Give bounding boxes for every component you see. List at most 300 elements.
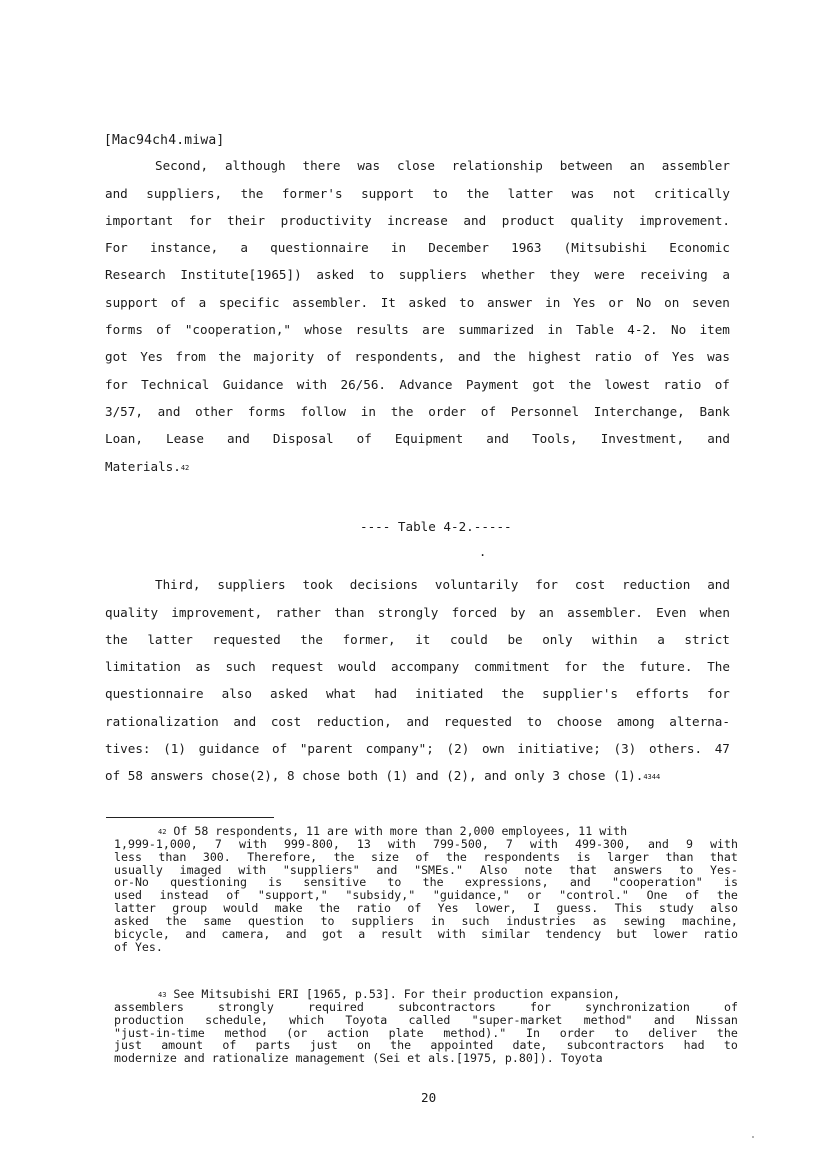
word: the bbox=[445, 849, 467, 864]
word: 9 bbox=[685, 836, 693, 851]
word: whose bbox=[304, 322, 343, 338]
word: also bbox=[710, 901, 738, 916]
word: bicycle, bbox=[114, 927, 170, 942]
word: decisions bbox=[349, 577, 419, 593]
word: to bbox=[459, 294, 475, 310]
footnote-43 bbox=[114, 988, 738, 1065]
word: No bbox=[636, 294, 652, 310]
word: and bbox=[486, 431, 509, 447]
stray-dot: . bbox=[479, 545, 487, 559]
word: improvement, bbox=[171, 604, 263, 620]
word: specific bbox=[218, 294, 280, 310]
paragraph-second bbox=[105, 146, 730, 474]
word: got bbox=[322, 927, 343, 942]
word: industries bbox=[506, 914, 576, 929]
word: I bbox=[533, 901, 541, 916]
word: 999-800, bbox=[283, 836, 340, 851]
word: former's bbox=[281, 185, 343, 201]
word: the bbox=[300, 631, 323, 647]
word: similar bbox=[481, 927, 530, 942]
word: voluntarily bbox=[434, 577, 519, 593]
text-line bbox=[105, 592, 730, 619]
word: got bbox=[532, 376, 556, 392]
word: to bbox=[320, 914, 335, 929]
word: although bbox=[224, 158, 286, 174]
word: with bbox=[437, 927, 466, 942]
word: in bbox=[547, 322, 563, 338]
word: and bbox=[569, 875, 591, 890]
word: support bbox=[361, 185, 415, 201]
word: to bbox=[432, 185, 448, 201]
word: as bbox=[195, 659, 211, 675]
word: Nissan bbox=[696, 1012, 738, 1027]
word: the bbox=[390, 403, 414, 419]
word: former, bbox=[342, 631, 396, 647]
word: request bbox=[270, 659, 324, 675]
word: what bbox=[325, 686, 357, 702]
text-line bbox=[105, 173, 730, 200]
word: requested bbox=[443, 713, 513, 729]
word: subcontractors bbox=[398, 999, 496, 1014]
word: of bbox=[724, 999, 738, 1014]
word: alterna- bbox=[669, 713, 730, 729]
word: with bbox=[529, 836, 558, 851]
word: for bbox=[529, 999, 551, 1014]
word: method)." bbox=[443, 1025, 507, 1040]
word: answers bbox=[613, 862, 663, 877]
word: ratio bbox=[356, 901, 392, 916]
word: for bbox=[105, 376, 128, 392]
word: whether bbox=[481, 267, 535, 283]
word: which bbox=[289, 1012, 325, 1027]
word: initiated bbox=[415, 686, 484, 702]
word: It bbox=[380, 294, 396, 310]
text-line bbox=[105, 201, 730, 228]
text-line bbox=[105, 446, 730, 473]
text-line bbox=[105, 419, 730, 446]
word: 7 bbox=[214, 836, 222, 851]
word: initiative; bbox=[517, 741, 601, 757]
word: Bank bbox=[699, 403, 730, 419]
word: and bbox=[463, 212, 487, 228]
word: for bbox=[707, 686, 730, 702]
word: improvement. bbox=[639, 212, 730, 228]
word: and bbox=[707, 431, 730, 447]
word: than bbox=[158, 849, 187, 864]
word: assemblers bbox=[114, 999, 184, 1014]
word: and bbox=[105, 185, 128, 201]
text-line bbox=[105, 565, 730, 592]
word: and bbox=[376, 862, 398, 877]
word: a bbox=[657, 631, 665, 647]
word: to bbox=[368, 267, 385, 283]
text-line bbox=[105, 756, 730, 783]
word: sewing bbox=[623, 914, 666, 929]
word: just bbox=[114, 1038, 142, 1053]
word: sensitive bbox=[303, 875, 367, 890]
word: but bbox=[616, 927, 638, 942]
text-line bbox=[105, 392, 730, 419]
word: to bbox=[526, 713, 542, 729]
word: 3/57, bbox=[105, 403, 143, 419]
word: to bbox=[387, 875, 402, 890]
word: had bbox=[683, 1038, 705, 1053]
word: of bbox=[644, 349, 660, 365]
word: requested bbox=[212, 631, 281, 647]
word: reduction bbox=[622, 577, 691, 593]
word: Yes bbox=[573, 294, 596, 310]
word: in bbox=[360, 403, 376, 419]
word: the bbox=[422, 875, 444, 890]
word: synchronization bbox=[585, 999, 690, 1014]
word: note bbox=[524, 862, 553, 877]
word: only bbox=[542, 631, 573, 647]
word: of bbox=[480, 403, 497, 419]
word: "parent bbox=[299, 741, 353, 757]
word: was bbox=[571, 185, 595, 201]
word: strongly bbox=[377, 604, 439, 620]
word: of bbox=[271, 741, 288, 757]
word: "suppliers" bbox=[282, 862, 360, 877]
word: product bbox=[501, 212, 555, 228]
word: suppliers bbox=[398, 267, 468, 283]
word: an bbox=[629, 158, 645, 174]
word: latter bbox=[507, 185, 554, 201]
word: asked bbox=[114, 914, 149, 929]
word: method bbox=[224, 1025, 267, 1040]
text-line bbox=[114, 928, 738, 941]
word: critically bbox=[654, 185, 730, 201]
word: the bbox=[333, 849, 355, 864]
word: choose bbox=[556, 713, 603, 729]
word: group bbox=[172, 901, 208, 916]
word: questionnaire bbox=[270, 240, 369, 256]
text-line bbox=[105, 282, 730, 309]
word: got bbox=[105, 349, 128, 365]
line-text: Materials. bbox=[105, 458, 181, 474]
word: asked bbox=[316, 267, 355, 283]
word: 300. bbox=[202, 849, 231, 864]
word: with bbox=[238, 836, 267, 851]
word: of bbox=[156, 322, 172, 338]
word: the bbox=[568, 376, 592, 392]
word: with bbox=[387, 836, 416, 851]
word: could bbox=[449, 631, 488, 647]
word: "just-in-time bbox=[114, 1025, 205, 1040]
word: of bbox=[714, 376, 730, 392]
word: make bbox=[274, 901, 303, 916]
footnote-reference: 42 bbox=[180, 463, 190, 472]
word: usually bbox=[114, 862, 163, 877]
word: asked bbox=[269, 686, 308, 702]
word: For bbox=[105, 240, 128, 256]
word: lower bbox=[652, 927, 688, 942]
word: This bbox=[614, 901, 643, 916]
footnote-text: See Mitsubishi ERI [1965, p.53]. For their production expansion, bbox=[166, 986, 621, 1001]
word: and bbox=[185, 927, 207, 942]
word: of bbox=[226, 888, 241, 903]
word: suppliers bbox=[351, 914, 415, 929]
word: a bbox=[722, 267, 730, 283]
word: used bbox=[114, 888, 142, 903]
word: such bbox=[225, 659, 256, 675]
text-line bbox=[114, 1052, 738, 1065]
word: camera, bbox=[221, 927, 271, 942]
word: relationship bbox=[451, 158, 543, 174]
word: The bbox=[707, 659, 730, 675]
word: subcontractors bbox=[566, 1038, 665, 1053]
word: size bbox=[371, 849, 399, 864]
text-line bbox=[114, 915, 738, 928]
text-line bbox=[105, 228, 730, 255]
word: Second, bbox=[155, 158, 209, 174]
word: assembler. bbox=[567, 604, 643, 620]
word: December bbox=[428, 240, 489, 256]
word: productivity bbox=[280, 212, 372, 228]
word: future. bbox=[639, 659, 693, 675]
word: "control." bbox=[559, 888, 629, 903]
word: highest bbox=[528, 349, 582, 365]
word: Economic bbox=[669, 240, 730, 256]
word: Loan, bbox=[105, 431, 143, 447]
word: efforts bbox=[636, 686, 690, 702]
word: amount bbox=[161, 1038, 204, 1053]
word: Table bbox=[576, 322, 614, 338]
word: is bbox=[576, 849, 591, 864]
word: than bbox=[334, 604, 365, 620]
word: "guidance," bbox=[432, 888, 510, 903]
word: same bbox=[203, 914, 232, 929]
word: it bbox=[415, 631, 431, 647]
word: supplier's bbox=[542, 686, 618, 702]
word: ratio bbox=[663, 376, 702, 392]
word: own bbox=[481, 741, 505, 757]
word: between bbox=[559, 158, 613, 174]
word: appointed bbox=[430, 1038, 494, 1053]
footnote-42 bbox=[114, 825, 738, 954]
word: ratio bbox=[593, 349, 632, 365]
word: and bbox=[653, 1012, 675, 1027]
word: parts bbox=[255, 1038, 291, 1053]
word: Institute[1965]) bbox=[180, 267, 302, 283]
table-placeholder: ---- Table 4-2.----- bbox=[360, 519, 512, 534]
word: (3) bbox=[613, 741, 637, 757]
word: lower, bbox=[474, 901, 517, 916]
word: Yes bbox=[140, 349, 163, 365]
word: No bbox=[671, 322, 687, 338]
word: latter bbox=[147, 631, 193, 647]
word: limitation bbox=[105, 659, 181, 675]
word: increase bbox=[387, 212, 448, 228]
word: Even bbox=[656, 604, 687, 620]
word: 7 bbox=[505, 836, 513, 851]
word: ratio bbox=[703, 927, 738, 942]
word: in bbox=[430, 914, 445, 929]
word: assembler. bbox=[292, 294, 369, 310]
word: called bbox=[408, 1012, 451, 1027]
word: (Mitsubishi bbox=[563, 240, 648, 256]
word: tendency bbox=[545, 927, 602, 942]
word: quality bbox=[105, 604, 159, 620]
word: Therefore, bbox=[247, 849, 318, 864]
word: suppliers, bbox=[146, 185, 223, 201]
word: in bbox=[545, 294, 561, 310]
word: on bbox=[356, 1038, 371, 1053]
word: (or bbox=[286, 1025, 308, 1040]
word: Payment bbox=[465, 376, 519, 392]
word: strict bbox=[684, 631, 730, 647]
word: result bbox=[380, 927, 423, 942]
word: just bbox=[309, 1038, 338, 1053]
text-line bbox=[105, 674, 730, 701]
word: One bbox=[646, 888, 668, 903]
word: answer bbox=[486, 294, 533, 310]
word: questionnaire bbox=[105, 686, 204, 702]
word: or bbox=[608, 294, 624, 310]
word: and bbox=[457, 349, 481, 365]
word: item bbox=[699, 322, 730, 338]
word: Third, bbox=[155, 577, 201, 593]
text-line bbox=[105, 310, 730, 337]
word: on bbox=[664, 294, 680, 310]
word: would bbox=[338, 659, 377, 675]
word: also bbox=[221, 686, 252, 702]
word: to bbox=[614, 1025, 629, 1040]
word: plate bbox=[388, 1025, 424, 1040]
word: production bbox=[114, 1012, 184, 1027]
line-text: of 58 answers chose(2), 8 chose both (1) and (2), and only 3 chose (1). bbox=[105, 768, 644, 784]
word: Toyota bbox=[345, 1012, 388, 1027]
word: reduction, bbox=[315, 713, 392, 729]
word: "cooperation" bbox=[612, 875, 703, 890]
word: machine, bbox=[682, 914, 738, 929]
word: the bbox=[601, 659, 625, 675]
word: an bbox=[538, 604, 554, 620]
word: or-No bbox=[114, 875, 149, 890]
word: are bbox=[422, 322, 445, 338]
word: lowest bbox=[604, 376, 651, 392]
word: with bbox=[238, 862, 267, 877]
text-line bbox=[105, 647, 730, 674]
word: "SMEs." bbox=[414, 862, 463, 877]
word: guidance bbox=[198, 741, 260, 757]
word: 13 bbox=[356, 836, 371, 851]
word: took bbox=[302, 577, 333, 593]
word: instead bbox=[159, 888, 209, 903]
word: and bbox=[233, 713, 257, 729]
word: (1) bbox=[163, 741, 186, 757]
line-text: of Yes. bbox=[114, 939, 163, 954]
word: strongly bbox=[218, 999, 274, 1014]
word: they bbox=[549, 267, 580, 283]
word: is bbox=[268, 875, 283, 890]
footnote-text: Of 58 respondents, 11 are with more than 2,000 employees, 11 with bbox=[166, 823, 628, 838]
word: larger bbox=[607, 849, 650, 864]
word: important bbox=[105, 212, 174, 228]
word: Tools, bbox=[532, 431, 578, 447]
word: their bbox=[227, 212, 266, 228]
word: seven bbox=[691, 294, 730, 310]
word: 47 bbox=[714, 741, 730, 757]
word: the bbox=[716, 1025, 738, 1040]
word: question bbox=[247, 914, 304, 929]
word: or bbox=[527, 888, 542, 903]
word: rather bbox=[275, 604, 321, 620]
word: for bbox=[188, 212, 212, 228]
word: a bbox=[358, 927, 366, 942]
word: forms bbox=[105, 322, 143, 338]
word: rationalization bbox=[105, 713, 219, 729]
word: within bbox=[592, 631, 638, 647]
word: 799-500, bbox=[432, 836, 489, 851]
word: among bbox=[616, 713, 655, 729]
word: of bbox=[685, 888, 700, 903]
word: from bbox=[175, 349, 206, 365]
word: Yes- bbox=[709, 862, 738, 877]
word: commitment bbox=[473, 659, 550, 675]
word: and bbox=[227, 431, 250, 447]
word: was bbox=[357, 158, 381, 174]
word: had bbox=[374, 686, 398, 702]
word: that bbox=[569, 862, 597, 877]
word: results bbox=[355, 322, 409, 338]
word: not bbox=[612, 185, 636, 201]
word: that bbox=[709, 849, 738, 864]
text-line bbox=[105, 337, 730, 364]
word: as bbox=[592, 914, 607, 929]
word: "subsidy," bbox=[345, 888, 416, 903]
word: Research bbox=[105, 267, 166, 283]
word: to bbox=[723, 1038, 738, 1053]
word: cost bbox=[270, 713, 302, 729]
word: the bbox=[240, 185, 264, 201]
footnote-reference: 4344 bbox=[643, 773, 661, 782]
paragraph-third bbox=[105, 565, 730, 783]
word: of bbox=[407, 901, 422, 916]
word: majority bbox=[253, 349, 315, 365]
word: of bbox=[415, 849, 430, 864]
word: tives: bbox=[105, 741, 151, 757]
word: latter bbox=[114, 901, 156, 916]
word: of bbox=[356, 431, 372, 447]
word: than bbox=[665, 849, 694, 864]
word: Yes bbox=[437, 901, 459, 916]
word: the bbox=[105, 631, 128, 647]
word: of bbox=[222, 1038, 237, 1053]
word: Personnel bbox=[510, 403, 580, 419]
word: guess. bbox=[556, 901, 599, 916]
word: is bbox=[723, 875, 738, 890]
word: for bbox=[535, 577, 558, 593]
word: forms bbox=[247, 403, 286, 419]
word: less bbox=[114, 849, 142, 864]
word: and bbox=[707, 577, 730, 593]
word: (2) bbox=[446, 741, 470, 757]
word: "cooperation," bbox=[184, 322, 291, 338]
word: the bbox=[466, 185, 490, 201]
word: Technical bbox=[141, 376, 210, 392]
text-line bbox=[105, 146, 730, 173]
word: method" bbox=[583, 1012, 633, 1027]
word: Disposal bbox=[272, 431, 334, 447]
word: imaged bbox=[179, 862, 222, 877]
word: such bbox=[461, 914, 490, 929]
word: with bbox=[710, 836, 738, 851]
word: Also bbox=[479, 862, 508, 877]
word: assembler bbox=[661, 158, 730, 174]
word: by bbox=[510, 604, 526, 620]
word: instance, bbox=[149, 240, 219, 256]
